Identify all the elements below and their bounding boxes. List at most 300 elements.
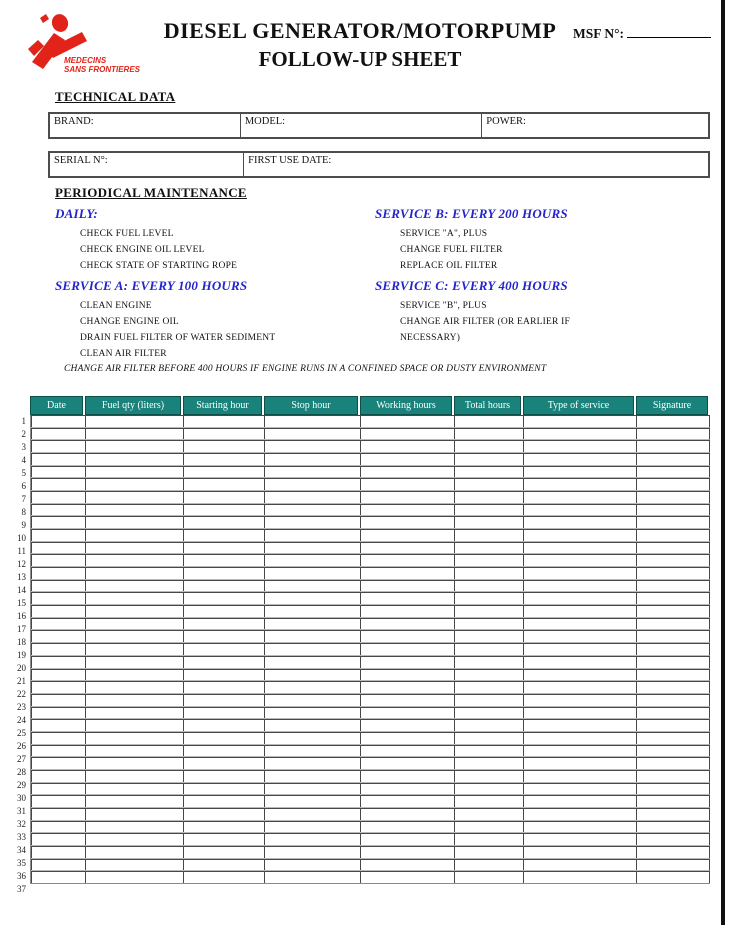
- log-col-header-working-hours: Working hours: [360, 396, 452, 415]
- log-table-cell: [455, 605, 524, 617]
- maintenance-section-title: SERVICE B: EVERY 200 HOURS: [375, 206, 568, 221]
- log-table-cell: [637, 859, 710, 871]
- log-table-cell: [455, 478, 524, 490]
- log-table-cell: [524, 846, 637, 858]
- log-table-cell: [524, 466, 637, 478]
- log-table-row: [31, 592, 710, 604]
- maintenance-grid: [55, 204, 711, 364]
- maintenance-section-service-c: [375, 276, 711, 362]
- log-table-cell: [86, 795, 184, 807]
- row-number: 12: [17, 559, 26, 569]
- log-table-row: [31, 428, 710, 440]
- log-table-row: [31, 783, 710, 795]
- log-table-cell: [184, 618, 265, 630]
- page-title: [150, 18, 570, 72]
- log-table-cell: [455, 491, 524, 503]
- log-table-cell: [524, 504, 637, 516]
- maintenance-item: CLEAN ENGINE: [80, 301, 152, 311]
- log-table-cell: [361, 478, 455, 490]
- log-table-cell: [455, 757, 524, 769]
- row-number: 36: [17, 871, 26, 881]
- msf-number-field: [573, 26, 711, 42]
- log-table-row: [31, 542, 710, 554]
- log-table-cell: [184, 491, 265, 503]
- log-table-cell: [31, 440, 86, 452]
- log-table-cell: [265, 745, 361, 757]
- log-table-cell: [86, 656, 184, 668]
- log-table-cell: [184, 694, 265, 706]
- log-table-cell: [265, 795, 361, 807]
- log-table-cell: [184, 656, 265, 668]
- log-table-cell: [455, 643, 524, 655]
- log-table-cell: [637, 478, 710, 490]
- log-table-cell: [31, 770, 86, 782]
- log-table-cell: [361, 630, 455, 642]
- log-col-header-date: Date: [30, 396, 83, 415]
- log-table-cell: [637, 516, 710, 528]
- log-table-cell: [361, 554, 455, 566]
- log-table-cell: [361, 871, 455, 883]
- log-table-cell: [265, 415, 361, 427]
- msf-logo-line2: SANS FRONTIERES: [64, 65, 141, 74]
- log-table-row: [31, 415, 710, 427]
- log-table-cell: [31, 580, 86, 592]
- log-table-cell: [31, 871, 86, 883]
- log-table-cell: [86, 808, 184, 820]
- maintenance-item: CHECK FUEL LEVEL: [80, 229, 174, 239]
- log-table-cell: [455, 630, 524, 642]
- log-table-cell: [637, 630, 710, 642]
- maintenance-item-list: [375, 298, 711, 346]
- log-table-cell: [265, 605, 361, 617]
- log-table-cell: [524, 516, 637, 528]
- log-table-cell: [86, 707, 184, 719]
- log-table-cell: [361, 466, 455, 478]
- row-number: 6: [21, 481, 26, 491]
- log-table-cell: [86, 567, 184, 579]
- log-table-cell: [361, 415, 455, 427]
- log-table-cell: [184, 542, 265, 554]
- row-number: 22: [17, 689, 26, 699]
- log-table-cell: [524, 630, 637, 642]
- log-table-cell: [265, 428, 361, 440]
- log-table-cell: [637, 846, 710, 858]
- log-table-cell: [86, 605, 184, 617]
- log-table-cell: [31, 554, 86, 566]
- log-table-cell: [361, 707, 455, 719]
- log-table-cell: [86, 542, 184, 554]
- log-table-cell: [361, 783, 455, 795]
- log-table-cell: [31, 592, 86, 604]
- log-table-cell: [31, 681, 86, 693]
- log-table-cell: [265, 504, 361, 516]
- msf-number-label: MSF N°:: [573, 26, 625, 41]
- log-table-cell: [637, 554, 710, 566]
- log-table-cell: [455, 732, 524, 744]
- log-table-cell: [524, 833, 637, 845]
- log-table-cell: [637, 453, 710, 465]
- log-col-header-starting-hour: Starting hour: [183, 396, 262, 415]
- log-table-cell: [86, 859, 184, 871]
- log-table-cell: [455, 821, 524, 833]
- log-table-cell: [265, 516, 361, 528]
- log-table-cell: [86, 516, 184, 528]
- log-table-cell: [86, 745, 184, 757]
- log-table-cell: [524, 719, 637, 731]
- log-table-cell: [31, 719, 86, 731]
- log-table-cell: [637, 757, 710, 769]
- maintenance-item: SERVICE "A", PLUS: [400, 229, 488, 239]
- log-table-cell: [184, 428, 265, 440]
- log-table-cell: [455, 542, 524, 554]
- log-table-row: [31, 554, 710, 566]
- log-table-cell: [31, 783, 86, 795]
- log-table-row: [31, 808, 710, 820]
- log-table-cell: [31, 630, 86, 642]
- log-table-cell: [31, 529, 86, 541]
- log-table-cell: [31, 542, 86, 554]
- log-table-cell: [184, 592, 265, 604]
- log-table-cell: [361, 757, 455, 769]
- row-number: 37: [17, 884, 26, 894]
- log-table-cell: [31, 846, 86, 858]
- log-table-cell: [184, 516, 265, 528]
- log-table-cell: [524, 453, 637, 465]
- log-table-cell: [265, 833, 361, 845]
- log-table-cell: [184, 554, 265, 566]
- log-table-cell: [31, 669, 86, 681]
- log-table-cell: [455, 656, 524, 668]
- log-table-cell: [455, 415, 524, 427]
- log-table-cell: [31, 605, 86, 617]
- row-number: 27: [17, 754, 26, 764]
- row-number: 16: [17, 611, 26, 621]
- log-table-cell: [265, 757, 361, 769]
- log-table-cell: [86, 580, 184, 592]
- log-table-cell: [31, 821, 86, 833]
- log-table-cell: [361, 719, 455, 731]
- row-number: 32: [17, 819, 26, 829]
- msf-logo-line1: MEDECINS: [64, 56, 107, 65]
- row-number: 18: [17, 637, 26, 647]
- log-table-cell: [361, 643, 455, 655]
- log-table-cell: [361, 859, 455, 871]
- log-table-cell: [524, 554, 637, 566]
- log-table-cell: [265, 529, 361, 541]
- log-table-cell: [361, 656, 455, 668]
- log-table-cell: [524, 491, 637, 503]
- log-table-cell: [524, 542, 637, 554]
- log-table-cell: [361, 821, 455, 833]
- log-table-cell: [361, 428, 455, 440]
- log-table-row: [31, 466, 710, 478]
- log-table-cell: [524, 821, 637, 833]
- log-table-cell: [361, 669, 455, 681]
- brand-field: BRAND:: [50, 114, 241, 137]
- technical-data-table-2: [48, 151, 710, 178]
- log-table-cell: [455, 504, 524, 516]
- msf-logo: [26, 12, 156, 82]
- log-table-cell: [265, 694, 361, 706]
- log-table-row: [31, 669, 710, 681]
- log-table-cell: [361, 618, 455, 630]
- log-table-cell: [184, 681, 265, 693]
- maintenance-item: REPLACE OIL FILTER: [400, 261, 498, 271]
- log-table-cell: [455, 783, 524, 795]
- log-table-cell: [86, 415, 184, 427]
- log-table-cell: [524, 694, 637, 706]
- log-table-cell: [455, 745, 524, 757]
- log-table-cell: [265, 478, 361, 490]
- log-table-cell: [184, 478, 265, 490]
- model-field: MODEL:: [241, 114, 482, 137]
- log-table-cell: [455, 681, 524, 693]
- log-table-row: [31, 580, 710, 592]
- log-table-cell: [637, 669, 710, 681]
- log-table-cell: [86, 719, 184, 731]
- log-table-row: [31, 567, 710, 579]
- maintenance-section-service-b: [375, 204, 711, 274]
- log-table-row: [31, 516, 710, 528]
- log-table-cell: [86, 529, 184, 541]
- log-table-cell: [184, 643, 265, 655]
- log-table-cell: [31, 415, 86, 427]
- log-table-cell: [524, 415, 637, 427]
- log-table-cell: [86, 453, 184, 465]
- log-table-cell: [265, 453, 361, 465]
- log-table-cell: [455, 618, 524, 630]
- log-table-cell: [637, 605, 710, 617]
- log-table-cell: [86, 478, 184, 490]
- log-table-row: [31, 795, 710, 807]
- log-table-row: [31, 656, 710, 668]
- log-table-row: [31, 643, 710, 655]
- log-table-cell: [184, 770, 265, 782]
- row-number: 15: [17, 598, 26, 608]
- log-table-cell: [184, 707, 265, 719]
- log-table-cell: [265, 491, 361, 503]
- log-table-cell: [86, 821, 184, 833]
- log-table-cell: [265, 554, 361, 566]
- log-table-cell: [524, 707, 637, 719]
- log-table-cell: [86, 630, 184, 642]
- log-table-cell: [524, 592, 637, 604]
- log-table-cell: [31, 707, 86, 719]
- log-table-cell: [184, 859, 265, 871]
- log-table-cell: [455, 453, 524, 465]
- log-table-cell: [184, 504, 265, 516]
- log-table-cell: [361, 605, 455, 617]
- row-number: 34: [17, 845, 26, 855]
- row-number: 31: [17, 806, 26, 816]
- log-table-cell: [31, 795, 86, 807]
- row-number: 21: [17, 676, 26, 686]
- maintenance-item-list: [55, 226, 375, 274]
- log-table-cell: [265, 567, 361, 579]
- log-table-cell: [265, 681, 361, 693]
- log-table-cell: [455, 770, 524, 782]
- scan-edge-line: [721, 0, 725, 925]
- maintenance-item: CHANGE AIR FILTER (OR EARLIER IF: [400, 317, 570, 327]
- log-table-cell: [184, 833, 265, 845]
- log-table-cell: [455, 719, 524, 731]
- log-table-cell: [31, 428, 86, 440]
- log-col-header-fuel-qty-liters: Fuel qty (liters): [85, 396, 181, 415]
- log-table-cell: [637, 440, 710, 452]
- log-table-cell: [31, 504, 86, 516]
- log-table-cell: [86, 757, 184, 769]
- log-table-cell: [524, 656, 637, 668]
- log-table-cell: [184, 630, 265, 642]
- log-table-cell: [637, 871, 710, 883]
- log-table-cell: [265, 669, 361, 681]
- log-table-cell: [265, 580, 361, 592]
- log-table-row: [31, 681, 710, 693]
- log-table-cell: [361, 592, 455, 604]
- maintenance-item: CHECK STATE OF STARTING ROPE: [80, 261, 238, 271]
- log-table-row: [31, 821, 710, 833]
- row-number: 30: [17, 793, 26, 803]
- periodical-maintenance-heading: PERIODICAL MAINTENANCE: [55, 185, 247, 200]
- log-table-cell: [31, 478, 86, 490]
- log-table-cell: [637, 466, 710, 478]
- follow-up-log-table: [17, 396, 710, 894]
- maintenance-item: CLEAN AIR FILTER: [80, 349, 167, 359]
- log-table-cell: [524, 440, 637, 452]
- log-table-cell: [31, 656, 86, 668]
- log-table-cell: [31, 808, 86, 820]
- log-table-cell: [184, 795, 265, 807]
- log-table-cell: [86, 681, 184, 693]
- log-table-cell: [184, 821, 265, 833]
- log-table-row: [31, 478, 710, 490]
- log-table-cell: [31, 745, 86, 757]
- log-table-cell: [361, 516, 455, 528]
- log-table-cell: [265, 770, 361, 782]
- log-table-cell: [637, 491, 710, 503]
- log-table-row: [31, 605, 710, 617]
- log-table-cell: [184, 580, 265, 592]
- maintenance-section-daily: [55, 204, 375, 274]
- log-table-row: [31, 745, 710, 757]
- row-number: 29: [17, 780, 26, 790]
- log-table-cell: [455, 694, 524, 706]
- log-table-cell: [184, 745, 265, 757]
- log-table-cell: [265, 732, 361, 744]
- maintenance-item: CHANGE FUEL FILTER: [400, 245, 503, 255]
- log-table-cell: [184, 719, 265, 731]
- maintenance-section-title: SERVICE A: EVERY 100 HOURS: [55, 278, 248, 293]
- log-table-cell: [184, 732, 265, 744]
- log-table-cell: [184, 783, 265, 795]
- row-number: 10: [17, 533, 26, 543]
- log-col-header-stop-hour: Stop hour: [264, 396, 358, 415]
- log-table-cell: [86, 554, 184, 566]
- log-table-cell: [86, 833, 184, 845]
- log-table-cell: [184, 669, 265, 681]
- log-table-cell: [455, 592, 524, 604]
- log-table-row: [31, 770, 710, 782]
- log-table-cell: [184, 453, 265, 465]
- technical-data-heading: TECHNICAL DATA: [55, 89, 176, 104]
- log-table-body: [30, 415, 710, 884]
- log-table-cell: [637, 415, 710, 427]
- log-table-cell: [637, 821, 710, 833]
- row-number: 3: [21, 442, 26, 452]
- maintenance-item-list: [375, 226, 711, 274]
- log-table-cell: [524, 669, 637, 681]
- log-table-cell: [361, 694, 455, 706]
- log-table-cell: [265, 719, 361, 731]
- log-table-cell: [184, 567, 265, 579]
- log-table-cell: [455, 466, 524, 478]
- log-table-cell: [361, 542, 455, 554]
- log-table-cell: [637, 783, 710, 795]
- log-table-cell: [184, 415, 265, 427]
- log-table-cell: [361, 846, 455, 858]
- log-col-header-signature: Signature: [636, 396, 708, 415]
- log-table-cell: [455, 567, 524, 579]
- log-table-cell: [637, 567, 710, 579]
- log-table-cell: [524, 732, 637, 744]
- log-table-cell: [637, 580, 710, 592]
- log-table-row: [31, 846, 710, 858]
- log-table-cell: [455, 871, 524, 883]
- log-table-cell: [455, 428, 524, 440]
- log-table-cell: [31, 732, 86, 744]
- log-table-cell: [184, 529, 265, 541]
- log-table-cell: [265, 592, 361, 604]
- log-table-row: [31, 694, 710, 706]
- log-table-row: [31, 757, 710, 769]
- log-table-cell: [86, 871, 184, 883]
- msf-number-blank-line: [627, 26, 711, 38]
- row-number: 35: [17, 858, 26, 868]
- row-number: 14: [17, 585, 26, 595]
- log-table-cell: [265, 440, 361, 452]
- log-table-cell: [637, 592, 710, 604]
- log-table-header: [30, 396, 710, 415]
- log-table-row: [31, 491, 710, 503]
- log-table-cell: [455, 859, 524, 871]
- log-table-cell: [455, 808, 524, 820]
- log-table-cell: [31, 453, 86, 465]
- log-table-cell: [184, 757, 265, 769]
- log-table-cell: [524, 770, 637, 782]
- log-table-cell: [637, 719, 710, 731]
- log-table-row: [31, 440, 710, 452]
- log-table-cell: [361, 504, 455, 516]
- log-table-row: [31, 719, 710, 731]
- log-table-cell: [637, 694, 710, 706]
- row-number: 19: [17, 650, 26, 660]
- log-table-cell: [455, 795, 524, 807]
- page-title-line2: FOLLOW-UP SHEET: [258, 47, 462, 71]
- row-number: 4: [21, 455, 26, 465]
- log-table-cell: [637, 808, 710, 820]
- log-table-cell: [524, 871, 637, 883]
- log-table-cell: [524, 478, 637, 490]
- log-table-cell: [524, 643, 637, 655]
- log-table-cell: [361, 808, 455, 820]
- log-table-cell: [31, 757, 86, 769]
- maintenance-item: SERVICE "B", PLUS: [400, 301, 487, 311]
- log-table-cell: [86, 643, 184, 655]
- row-number: 28: [17, 767, 26, 777]
- log-table-row: [31, 504, 710, 516]
- log-table-cell: [86, 732, 184, 744]
- log-table-cell: [524, 605, 637, 617]
